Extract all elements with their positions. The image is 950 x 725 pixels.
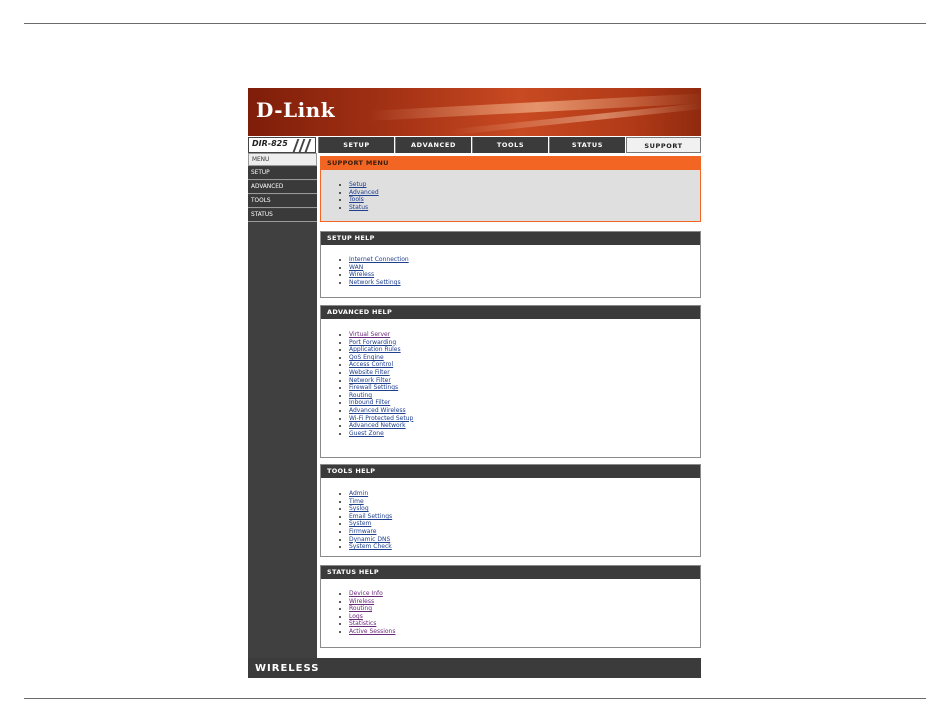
list-item [349,590,700,598]
list-item [349,490,700,498]
list-item [349,331,700,339]
support-menu-title: SUPPORT MENU [321,157,700,170]
list-item [349,181,700,189]
link-virtual-server[interactable]: Virtual Server [349,331,391,338]
link-system-check[interactable]: System Check [349,543,392,551]
top-page-rule [24,23,926,24]
link-routing[interactable]: Routing [349,391,373,399]
link-status-routing[interactable]: Routing [349,605,373,613]
link-application-rules[interactable]: Application Rules [349,346,401,354]
sidebar-item-advanced[interactable]: ADVANCED [248,181,317,194]
status-help-panel [320,565,701,648]
wireless-footer-logo: WIRELESS [255,663,320,674]
link-wan[interactable]: WAN [349,263,364,271]
link-system[interactable]: System [349,520,372,528]
link-inbound-filter[interactable]: Inbound Filter [349,399,391,407]
link-guest-zone[interactable]: Guest Zone [349,429,384,437]
list-item [349,605,700,613]
link-advanced[interactable]: Advanced [349,188,379,196]
link-firmware[interactable]: Firmware [349,527,377,535]
list-item [349,528,700,536]
link-tools[interactable]: Tools [349,196,364,204]
list-item [349,422,700,430]
list-item [349,392,700,400]
list-item [349,377,700,385]
tab-status[interactable]: STATUS [549,137,625,153]
list-item [349,498,700,506]
tools-help-panel [320,464,701,557]
list-item [349,513,700,521]
link-email-settings[interactable]: Email Settings [349,512,393,520]
sidebar-item-status[interactable]: STATUS [248,209,317,222]
tab-setup[interactable]: SETUP [318,137,394,153]
list-item [349,384,700,392]
list-item [349,271,700,279]
list-item [349,264,700,272]
link-network-filter[interactable]: Network Filter [349,376,391,384]
link-access-control[interactable]: Access Control [349,361,394,369]
link-network-settings[interactable]: Network Settings [349,278,401,286]
tab-advanced[interactable]: ADVANCED [395,137,471,153]
list-item [349,399,700,407]
list-item [349,430,700,438]
link-firewall-settings[interactable]: Firewall Settings [349,384,399,392]
list-item [349,613,700,621]
list-item [349,369,700,377]
model-label: DIR-825 [252,139,288,148]
tab-tools[interactable]: TOOLS [472,137,548,153]
list-item [349,598,700,606]
link-time[interactable]: Time [349,497,364,505]
link-syslog[interactable]: Syslog [349,505,369,513]
list-item [349,543,700,551]
list-item [349,505,700,513]
router-web-ui [248,88,701,678]
footer-bar [248,658,701,678]
tools-help-title: TOOLS HELP [321,465,700,478]
list-item [349,536,700,544]
link-status-wireless[interactable]: Wireless [349,597,375,605]
sidebar-item-menu[interactable]: MENU [248,153,317,166]
link-advanced-wireless[interactable]: Advanced Wireless [349,406,406,414]
top-tab-bar [248,137,701,153]
list-item [349,361,700,369]
left-sidebar [248,153,317,658]
link-wifi-protected-setup[interactable]: Wi-Fi Protected Setup [349,414,414,422]
setup-help-title: SETUP HELP [321,232,700,245]
link-port-forwarding[interactable]: Port Forwarding [349,338,397,346]
header-banner [248,88,701,136]
bottom-page-rule [24,698,926,699]
list-item [349,520,700,528]
link-device-info[interactable]: Device Info [349,590,383,597]
sidebar-item-setup[interactable]: SETUP [248,167,317,180]
link-website-filter[interactable]: Website Filter [349,368,390,376]
link-setup[interactable]: Setup [349,181,367,188]
link-status[interactable]: Status [349,203,369,211]
list-item [349,407,700,415]
model-badge [248,137,316,153]
link-internet-connection[interactable]: Internet Connection [349,256,409,263]
list-item [349,346,700,354]
list-item [349,415,700,423]
list-item [349,620,700,628]
list-item [349,204,700,212]
link-dynamic-dns[interactable]: Dynamic DNS [349,535,391,543]
list-item [349,256,700,264]
list-item [349,189,700,197]
advanced-help-panel [320,305,701,458]
list-item [349,354,700,362]
dlink-logo: D-Link [256,98,336,122]
link-advanced-network[interactable]: Advanced Network [349,422,406,430]
link-active-sessions[interactable]: Active Sessions [349,627,396,635]
sidebar-item-tools[interactable]: TOOLS [248,195,317,208]
support-menu-panel [320,156,701,222]
link-qos-engine[interactable]: QoS Engine [349,353,384,361]
list-item [349,339,700,347]
link-wireless[interactable]: Wireless [349,271,375,279]
list-item [349,279,700,287]
list-item [349,196,700,204]
link-statistics[interactable]: Statistics [349,620,377,628]
link-admin[interactable]: Admin [349,490,369,497]
tab-support[interactable]: SUPPORT [626,137,701,153]
status-help-title: STATUS HELP [321,566,700,579]
list-item [349,628,700,636]
setup-help-panel [320,231,701,298]
link-logs[interactable]: Logs [349,612,363,620]
advanced-help-title: ADVANCED HELP [321,306,700,319]
